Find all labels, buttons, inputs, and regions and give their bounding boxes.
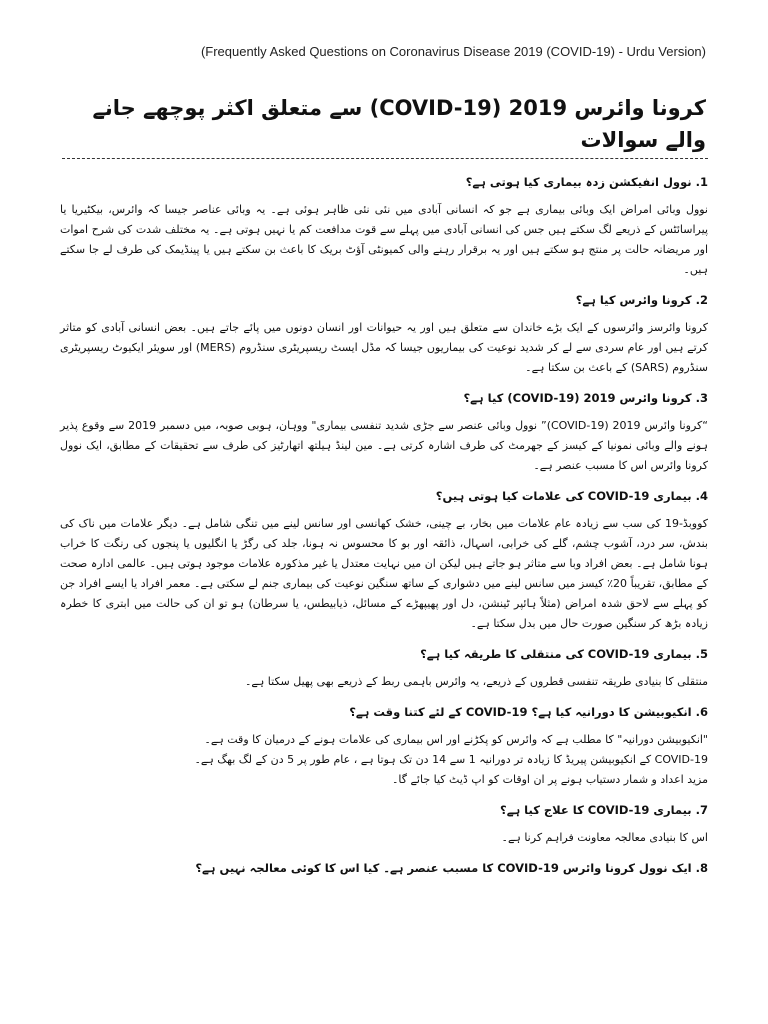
dashed-divider xyxy=(62,158,708,159)
faq-answer: کرونا وائرسز وائرسوں کے ایک بڑے خاندان سے متعلق ہیں اور یہ حیوانات اور انسان دونوں میں پائے جاتے ہیں۔ بعض انسانی آبادی کو متاثر کرتے ہیں اور عام سردی سے لے کر شدید نوعیت کی بیماریوں جیسا کہ مڈل ایسٹ ریسپریٹری سنڈروم (MERS) اور سویئر ایکیوٹ ریسپریٹری سنڈروم (SARS) کے باعث بن سکتا ہے۔ xyxy=(60,321,708,374)
faq-answer: کووبڈ-19 کی سب سے زیادہ عام علامات میں بخار، بے چینی، خشک کھانسی اور سانس لینے میں تنگی شامل ہے۔ دیگر علامات میں ناک کی بندش، سر درد، آشوب چشم، گلے کی خرابی، اسہال، ذائقہ اور بو کا محسوس نہ ہونا، جلد کی رگڑ یا انگلیوں یا پنجوں کی رنگت کا خراب ہونا شامل ہے۔ بعض افراد وبا سے متاثر ہو جاتے ہیں لیکن ان میں نہایت معتدل یا غیر مذکورہ علامات موجود ہوتی ہیں۔ عالمی ادارہ صحت کے مطابق، تقریباً 20٪ کیسز میں سانس لینے میں دشواری کے ساتھ سنگین نوعیت کی بیماری جنم لے سکتی ہے۔ معمر افراد یا ایسے افراد جن کو پہلے سے لاحق شدہ امراض (مثلاً ہائپر ٹینشن، دل اور پھیپھڑے کے مسائل، ذیابیطس، یا سرطان) ہو تو ان کی حالت میں ابتری کا خطرہ زیادہ بڑھ کر سنگین صورت حال میں بدل سکتا ہے۔ xyxy=(60,517,708,630)
faq-question: 2. کرونا وائرس کیا ہے؟ xyxy=(575,293,708,307)
faq-answer xyxy=(60,730,708,790)
faq-answer: منتقلی کا بنیادی طریقہ تنفسی قطروں کے ذریعے، یہ وائرس باہمی ربط کے ذریعے بھی پھیل سکتا ہے۔ xyxy=(244,675,708,688)
document-subtitle: (Frequently Asked Questions on Coronavirus Disease 2019 (COVID-19) - Urdu Version) xyxy=(200,44,706,59)
faq-answer: اس کا بنیادی معالجہ معاونت فراہم کرنا ہے۔ xyxy=(501,831,708,844)
faq-answer: نوول وبائی امراض ایک وبائی بیماری ہے جو کہ انسانی آبادی میں نئی نئی ظاہر ہوئی ہے۔ یہ وبائی عناصر جیسا کہ وائرس، بیکٹیریا یا پیراسائٹس کے ذریعے لگ سکتے ہیں جس کی انسانی آبادی میں پہلے سے قوت مدافعت کم یا نہیں ہوتی ہے۔ یہ مختلف شدت کی شرح اموات اور مریضانہ حالت پر منتج ہو سکتے ہیں اور یہ برقرار رہنے والی کمیونٹی آؤٹ بریک کا باعث بن سکتے ہیں یا پینڈیمک کی طرف لے جا سکتے ہیں۔ xyxy=(60,203,708,276)
faq-list xyxy=(60,172,708,886)
faq-answer-line: مزید اعداد و شمار دستیاب ہونے پر ان اوقات کو اپ ڈیٹ کیا جائے گا۔ xyxy=(391,773,708,786)
document-title: کرونا وائرس 2019 (COVID-19) سے متعلق اکثر پوچھے جانے والے سوالات xyxy=(92,96,706,152)
faq-question: 5. بیماری COVID-19 کی منتقلی کا طریقہ کیا ہے؟ xyxy=(420,647,708,661)
faq-question: 4. بیماری COVID-19 کی علامات کیا ہوتی ہیں؟ xyxy=(435,489,708,503)
faq-question: 1. نوول انفیکشن زدہ بیماری کیا ہوتی ہے؟ xyxy=(465,175,708,189)
faq-question: 7. بیماری COVID-19 کا علاج کیا ہے؟ xyxy=(500,803,708,817)
faq-question: 6. انکیوبیشن کا دورانیہ کیا ہے؟ COVID-19 کے لئے کتنا وقت ہے؟ xyxy=(349,705,708,719)
faq-answer: “کرونا وائرس 2019 (COVID-19)” نوول وبائی عنصر سے جڑی شدید تنفسی بیماری" ووہان، ہوبی صوبہ، میں دسمبر 2019 سے وقوع پذیر ہونے والے وبائی نمونیا کے کیسز کے جھرمٹ کی طرف اشارہ کرتی ہے۔ مین لینڈ ہیلتھ اتھارٹیز کی طرف سے تحقیقات کے مطابق، ایک نوول کرونا وائرس اس کا مسبب عنصر ہے۔ xyxy=(60,419,708,472)
faq-question: 8. ایک نوول کرونا وائرس COVID-19 کا مسبب عنصر ہے۔ کیا اس کا کوئی معالجہ نہیں ہے؟ xyxy=(195,861,708,875)
faq-answer-line: "انکیوبیشن دورانیہ" کا مطلب ہے کہ وائرس کو پکڑنے اور اس بیماری کی علامات ہونے کے درمیان کا وقت ہے۔ xyxy=(204,733,708,746)
faq-answer-line: COVID-19 کے انکیوبیشن پیریڈ کا زیادہ تر دورانیہ 1 سے 14 دن تک ہوتا ہے ، عام طور پر 5 دن کے لگ بھگ ہے۔ xyxy=(194,753,708,766)
faq-question: 3. کرونا وائرس 2019 (COVID-19) کیا ہے؟ xyxy=(463,391,708,405)
